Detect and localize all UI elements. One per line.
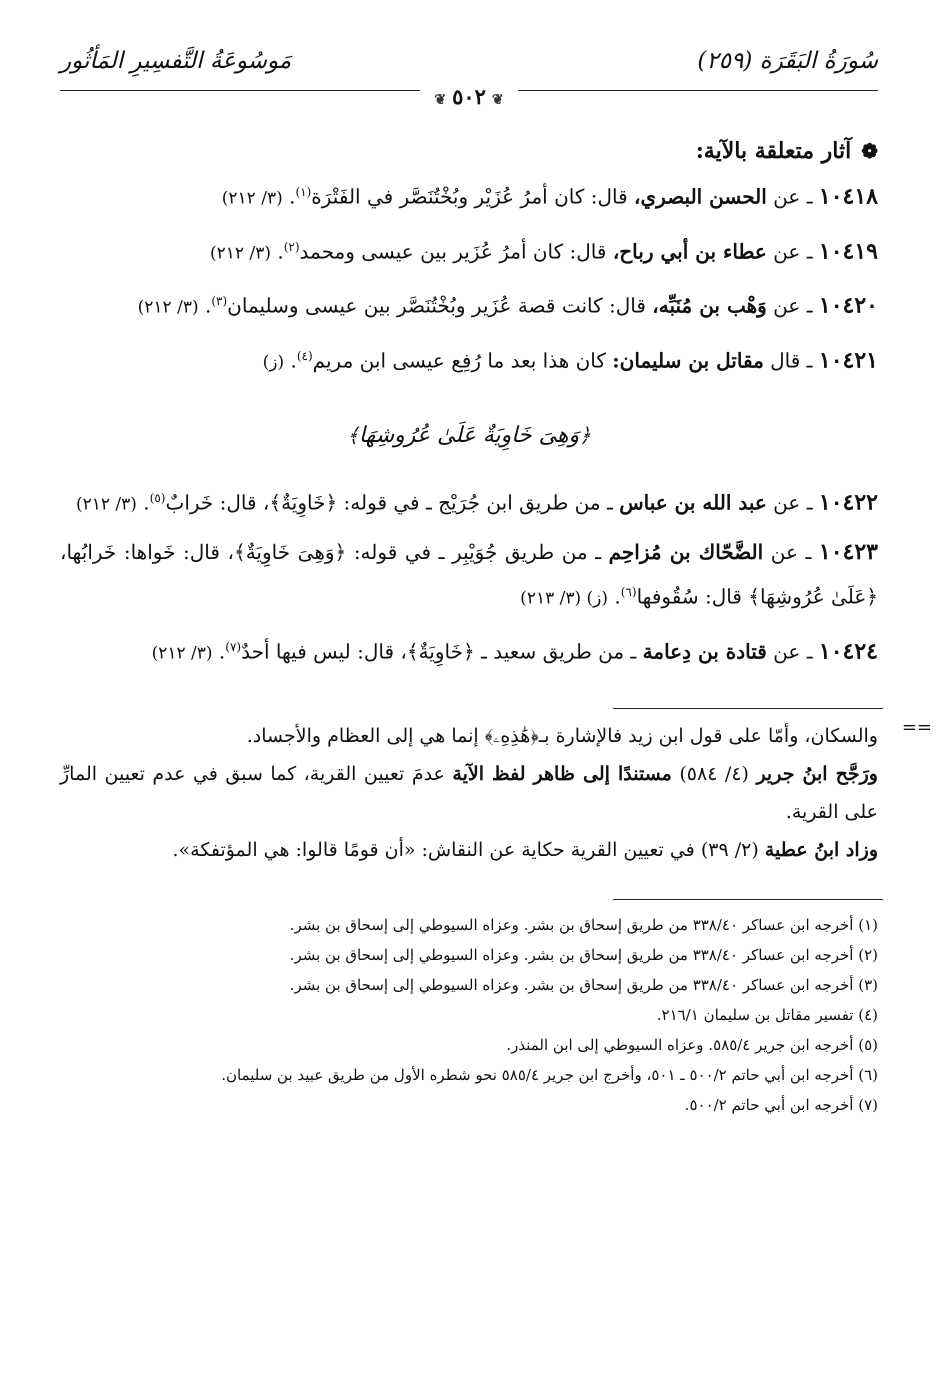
hadith-entry (60, 227, 878, 274)
hadith-entry (60, 627, 878, 674)
volume-reference: (ز) (262, 352, 285, 373)
surah-title: سُورَةُ البَقَرَة (٢٥٩) (697, 48, 878, 74)
continued-note (60, 716, 932, 869)
footnote: (٥) أخرجه ابن جرير ٥٨٥/٤. وعزاه السيوطي إلى ابن المنذر. (506, 1035, 878, 1054)
note-paragraph (60, 831, 878, 869)
page-number-badge (420, 84, 517, 109)
entry-punct: . (614, 584, 621, 609)
note-bold: ورَجَّح ابنُ جرير (756, 762, 878, 785)
footnote-divider (613, 899, 883, 900)
hadith-entry (60, 281, 878, 328)
continuation-mark: == (901, 716, 932, 738)
section-heading-text: آثار متعلقة بالآية: (695, 138, 852, 164)
entry-number: ١٠٤١٨ (818, 183, 878, 210)
entry-prefix: ـ قال (770, 348, 813, 373)
volume-reference: (٣/ ٢١٢) (137, 297, 199, 318)
volume-reference: (٣/ ٢١٢) (210, 243, 271, 264)
volume-reference: (٣/ ٢١٢) (151, 643, 213, 664)
note-ref: (٤/ ٥٨٤) (679, 762, 749, 785)
narrator-name: وَهْب بن مُنَبِّه، (652, 293, 767, 318)
footnote-marker: (٤) (296, 348, 313, 363)
hadith-entry (60, 532, 878, 619)
note-paragraph (60, 755, 878, 831)
volume-reference: (٣/ ٢١٢) (75, 494, 137, 515)
entry-punct: . (277, 239, 284, 264)
footnote-marker: (١) (295, 185, 312, 199)
note-bold: مستندًا إلى ظاهر لفظ الآية (452, 762, 672, 785)
footnote-marker: (٥) (149, 490, 166, 505)
page-number: ٥٠٢ (452, 84, 486, 109)
ornament-icon: ❦ (491, 92, 504, 108)
entry-punct: . (204, 293, 212, 318)
entry-text: ـ من طريق ابن جُرَيْج ـ في قوله: ﴿خَاوِيَةٌ﴾، قال: خَرابٌ (165, 490, 613, 515)
footnote: (٣) أخرجه ابن عساكر ٣٣٨/٤٠ من طريق إسحاق بن بشر. وعزاه السيوطي إلى إسحاق بن بشر. (289, 975, 878, 994)
entry-prefix: ـ عن (773, 239, 813, 264)
note-ref: (٢/ ٣٩) (700, 838, 759, 861)
entry-number: ١٠٤٢١ (818, 347, 878, 374)
entry-number: ١٠٤٢٣ (818, 539, 878, 566)
note-bold: وزاد ابنُ عطية (764, 838, 878, 861)
volume-reference: (٣/ ٢١٢) (221, 188, 283, 209)
narrator-name: الضَّحّاك بن مُزاحِم (608, 540, 764, 565)
ornament-icon: ❦ (434, 92, 447, 108)
footnote-marker: (٧) (225, 639, 242, 654)
footnote-marker: (٣) (211, 294, 228, 309)
note-text: في تعيين القرية حكاية عن النقاش: «أن قومًا قالوا: هي المؤتفكة». (172, 838, 695, 861)
footnotes (60, 910, 878, 1120)
section-heading (60, 138, 878, 164)
entry-number: ١٠٤١٩ (818, 238, 878, 265)
verse-close-bracket: ﴾ (347, 422, 359, 447)
entry-punct: . (290, 348, 297, 373)
hadith-entry (60, 172, 878, 219)
verse-open-bracket: ﴿ (579, 422, 591, 447)
footnote-marker: (٢) (283, 239, 300, 254)
entry-text: كان هذا بعد ما رُفِع عيسى ابن مريم (312, 348, 606, 373)
entry-prefix: ـ عن (773, 184, 813, 209)
entry-punct: . (289, 184, 296, 209)
narrator-name: عبد الله بن عباس (619, 490, 767, 515)
footnote: (١) أخرجه ابن عساكر ٣٣٨/٤٠ من طريق إسحاق بن بشر. وعزاه السيوطي إلى إسحاق بن بشر. (289, 915, 878, 934)
footnote-marker: (٦) (620, 585, 637, 600)
entry-number: ١٠٤٢٠ (818, 292, 878, 319)
flower-icon: ❁ (861, 139, 878, 163)
narrator-name: قتادة بن دِعامة (642, 639, 767, 664)
volume-reference: (ز) (٣/ ٢١٣) (520, 588, 609, 609)
entry-prefix: ـ عن (773, 490, 813, 515)
entry-prefix: ـ عن (773, 293, 813, 318)
entry-number: ١٠٤٢٢ (818, 489, 878, 516)
entry-prefix: ـ عن (773, 639, 813, 664)
hadith-entry (60, 478, 878, 525)
narrator-name: مقاتل بن سليمان: (612, 348, 764, 373)
entry-text: ـ من طريق سعيد ـ ﴿خَاوِيَةٌ﴾، قال: ليس فيها أحدٌ (241, 639, 637, 664)
entry-punct: . (218, 639, 226, 664)
verse-text: وَهِىَ خَاوِيَةٌ عَلَىٰ عُرُوشِهَا (358, 422, 580, 448)
footnote: (٤) تفسير مقاتل بن سليمان ٢١٦/١. (656, 1005, 878, 1024)
narrator-name: عطاء بن أبي رباح، (612, 239, 767, 264)
entry-text: ـ من طريق جُوَيْبِر ـ في قوله: ﴿وَهِىَ خَاوِيَةٌ﴾، قال: خَواها: خَرابُها، ﴿عَلَىٰ عُرُوشِهَا﴾ قال: سُقُوفها (60, 540, 878, 609)
document-page (60, 40, 932, 1120)
entry-text: قال: كان أمرُ عُزَير بين عيسى ومحمد (299, 239, 607, 264)
footnote: (٧) أخرجه ابن أبي حاتم ٥٠٠/٢. (684, 1095, 878, 1114)
entry-punct: . (143, 490, 150, 515)
note-text: عدمَ تعيين القرية، كما سبق في عدم تعيين المارِّ على القرية. (60, 762, 878, 823)
book-title: مَوسُوعَةُ التَّفسِيرِ المَأثُور (60, 48, 292, 74)
entry-text: قال: كانت قصة عُزَير وبُخْتُنَصَّر بين عيسى وسليمان (227, 293, 646, 318)
page-header (60, 40, 878, 109)
note-paragraph: والسكان، وأمّا على قول ابن زيد فالإشارة بـ﴿هَٰذِهِۦ﴾ إنما هي إلى العظام والأجساد. (246, 724, 878, 747)
entry-prefix: ـ عن (770, 540, 812, 565)
continuation-divider (613, 708, 883, 709)
entry-number: ١٠٤٢٤ (818, 638, 878, 665)
narrator-name: الحسن البصري، (634, 184, 767, 209)
entry-text: قال: كان أمرُ عُزَيْر وبُخْتُنَصَّر في الفَتْرَة (311, 184, 628, 209)
footnote: (٦) أخرجه ابن أبي حاتم ٥٠٠/٢ ـ ٥٠١، وأخرج ابن جرير ٥٨٥/٤ نحو شطره الأول من طريق عبيد بن سليمان. (221, 1065, 878, 1084)
quran-verse-heading (60, 423, 878, 448)
footnote: (٢) أخرجه ابن عساكر ٣٣٨/٤٠ من طريق إسحاق بن بشر. وعزاه السيوطي إلى إسحاق بن بشر. (289, 945, 878, 964)
hadith-entry (60, 336, 878, 383)
